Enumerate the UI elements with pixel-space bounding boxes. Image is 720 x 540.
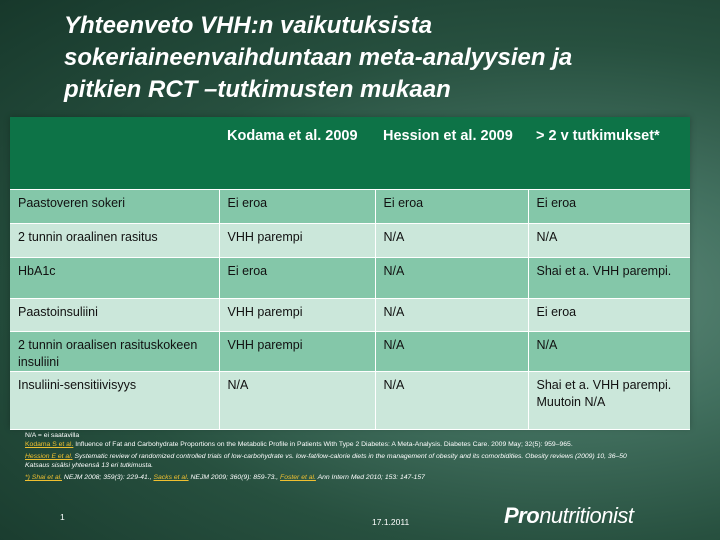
reference-text-kodama: Influence of Fat and Carbohydrate Proportions on the Metabolic Profile in Patients With Type 2 Diabetes: A Meta-Analysis. Diabetes Care. 2009 May; 32(5): 959–965. <box>73 440 573 448</box>
reference-kodama <box>25 441 705 450</box>
reference-text-sacks: NEJM 2009; 360(9): 859-73., <box>188 474 281 481</box>
row-label: Paastoveren sokeri <box>10 189 219 223</box>
row-label: Paastoinsuliini <box>10 298 219 331</box>
table-row <box>10 298 690 331</box>
header-empty <box>10 117 219 189</box>
table-row <box>10 331 690 371</box>
cell-hession: N/A <box>375 371 528 429</box>
row-label: Insuliini-sensitiivisyys <box>10 371 219 429</box>
cell-hession: Ei eroa <box>375 189 528 223</box>
cell-kodama: Ei eroa <box>219 189 375 223</box>
reference-hession <box>25 453 705 462</box>
slide-date: 17.1.2011 <box>372 517 410 527</box>
cell-long-trials: N/A <box>528 223 690 257</box>
pronutritionist-logo <box>504 503 633 529</box>
comparison-table <box>10 117 690 428</box>
row-label: 2 tunnin oraalisen rasituskokeen insuliini <box>10 331 219 371</box>
table-row <box>10 371 690 429</box>
reference-text-foster: Ann Intern Med 2010; 153: 147-157 <box>315 474 425 481</box>
cell-hession: N/A <box>375 223 528 257</box>
cell-long-trials: Shai et a. VHH parempi. <box>528 257 690 298</box>
cell-long-trials: Ei eroa <box>528 298 690 331</box>
cell-long-trials: Shai et a. VHH parempi. Muutoin N/A <box>528 371 690 429</box>
table-row <box>10 223 690 257</box>
header-kodama: Kodama et al. 2009 <box>219 117 375 189</box>
table-row <box>10 189 690 223</box>
reference-link-shai[interactable]: *) Shai et al. <box>25 474 63 481</box>
reference-hession-note: Katsaus sisälsi yhteensä 13 eri tutkimusta. <box>25 461 154 469</box>
reference-link-sacks[interactable]: Sacks et al. <box>153 474 189 481</box>
row-label: 2 tunnin oraalinen rasitus <box>10 223 219 257</box>
row-label: HbA1c <box>10 257 219 298</box>
reference-text-shai: NEJM 2008; 359(3): 229-41., <box>62 474 152 481</box>
title-line-3: pitkien RCT –tutkimusten mukaan <box>64 76 451 103</box>
cell-kodama: N/A <box>219 371 375 429</box>
na-legend: N/A = ei saatavilla <box>25 432 80 439</box>
title-line-2: sokeriaineenvaihduntaan meta-analyysien ja <box>64 44 573 71</box>
cell-long-trials: Ei eroa <box>528 189 690 223</box>
reference-link-hession[interactable]: Hession E et al. <box>25 453 73 460</box>
cell-hession: N/A <box>375 298 528 331</box>
title-line-1: Yhteenveto VHH:n vaikutuksista <box>64 12 433 39</box>
header-hession: Hession et al. 2009 <box>375 117 528 189</box>
reference-link-foster[interactable]: Foster et al. <box>280 474 316 481</box>
cell-hession: N/A <box>375 331 528 371</box>
reference-long-trials <box>25 474 705 483</box>
references <box>25 432 705 483</box>
cell-hession: N/A <box>375 257 528 298</box>
reference-text-hession: Systematic review of randomized controlled trials of low-carbohydrate vs. low-fat/low-calorie diets in the management of obesity and its comorbidities. Obesity reviews (2009) 10, 36–50 <box>72 453 627 460</box>
table-header-row <box>10 117 690 189</box>
header-long-trials: > 2 v tutkimukset* <box>528 117 690 189</box>
slide-number: 1 <box>60 512 65 522</box>
reference-link-kodama[interactable]: Kodama S et al. <box>25 440 74 448</box>
cell-kodama: VHH parempi <box>219 331 375 371</box>
cell-long-trials: N/A <box>528 331 690 371</box>
cell-kodama: Ei eroa <box>219 257 375 298</box>
cell-kodama: VHH parempi <box>219 223 375 257</box>
table-row <box>10 257 690 298</box>
logo-bold-part: Pro <box>504 503 540 528</box>
logo-light-part: nutritionist <box>539 503 634 528</box>
cell-kodama: VHH parempi <box>219 298 375 331</box>
slide-title <box>64 10 704 106</box>
